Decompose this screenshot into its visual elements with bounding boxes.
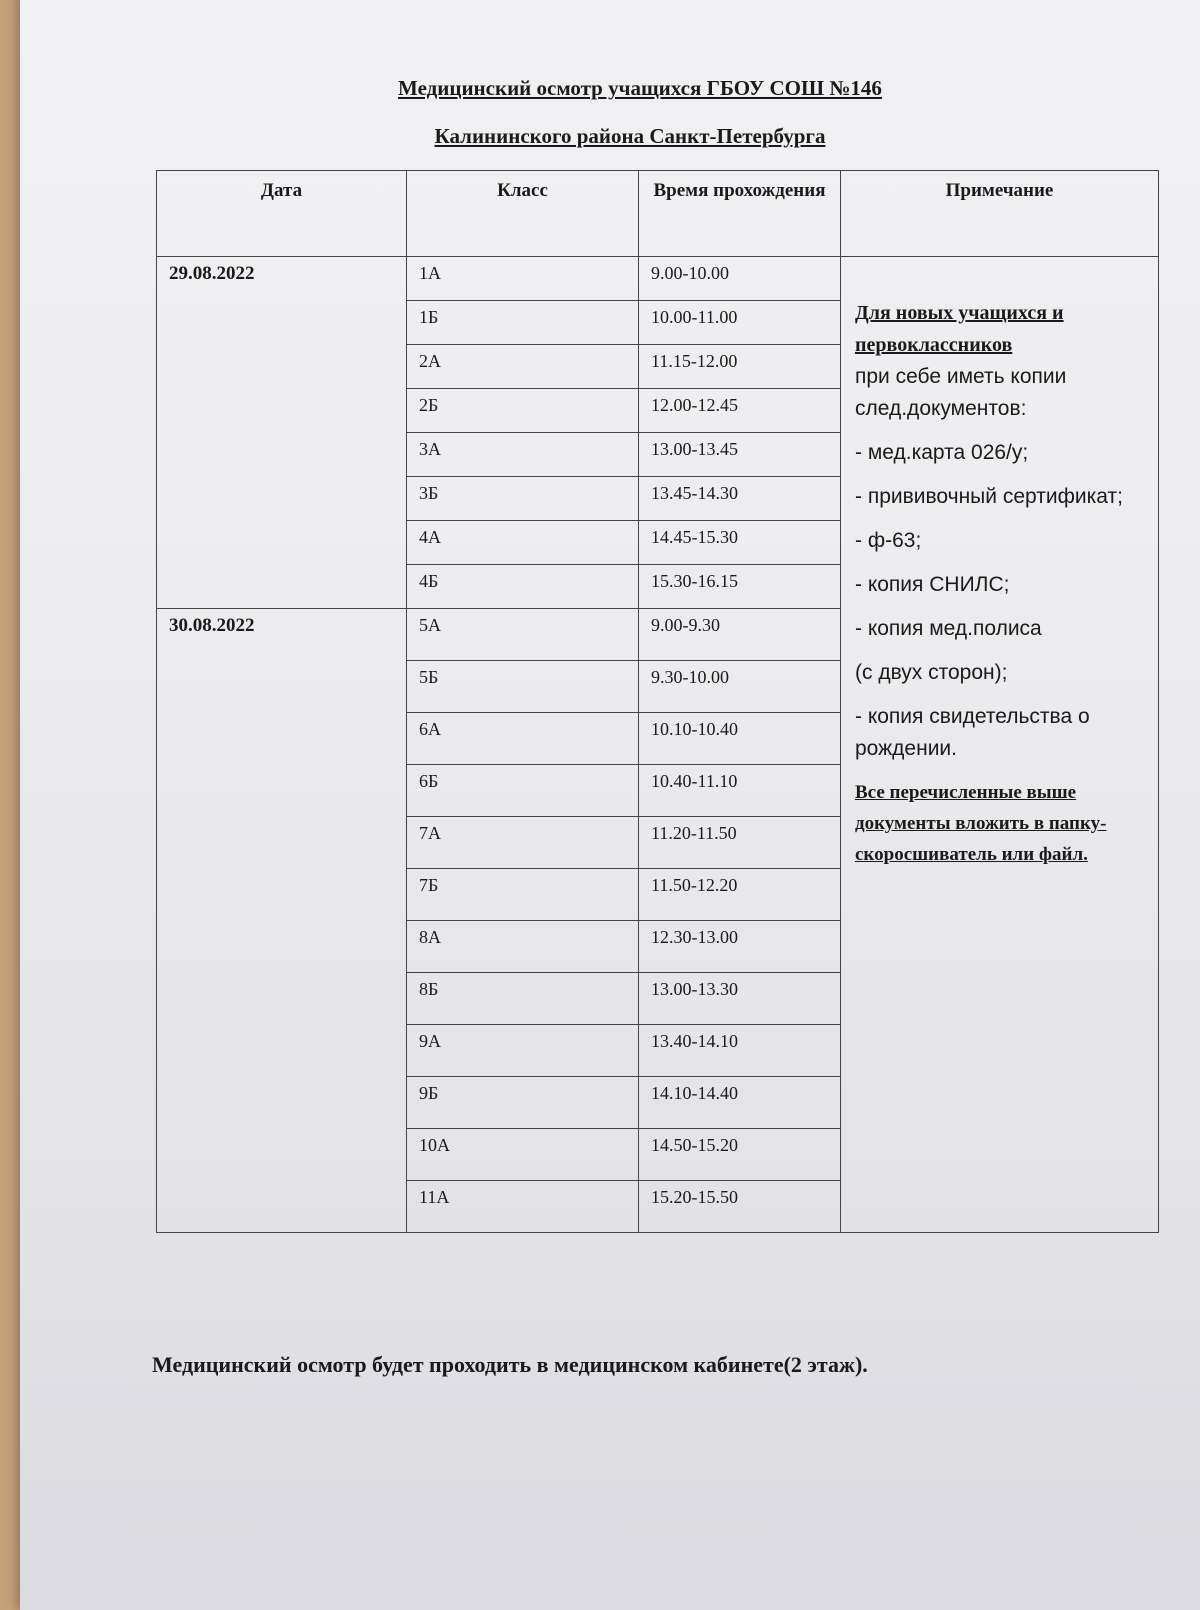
class-cell: 3Б (407, 477, 639, 521)
time-cell: 14.45-15.30 (639, 521, 841, 565)
time-cell: 9.00-9.30 (639, 609, 841, 661)
schedule-table (156, 170, 1159, 1233)
time-cell: 15.30-16.15 (639, 565, 841, 609)
time-cell: 11.20-11.50 (639, 817, 841, 869)
class-cell: 4А (407, 521, 639, 565)
header-time: Время прохождения (639, 171, 841, 257)
time-cell: 13.40-14.10 (639, 1025, 841, 1077)
class-cell: 8А (407, 921, 639, 973)
location-note: Медицинский осмотр будет проходить в медицинском кабинете(2 этаж). (152, 1352, 868, 1377)
note-item: (с двух сторон); (855, 661, 1008, 684)
time-cell: 13.00-13.45 (639, 433, 841, 477)
note-footer: Все перечисленные выше документы вложить в папку-скоросшиватель или файл. (855, 782, 1107, 865)
time-cell: 12.30-13.00 (639, 921, 841, 973)
note-item: - ф-63; (855, 529, 922, 552)
document-title: Медицинский осмотр учащихся ГБОУ СОШ №146 (398, 76, 882, 100)
time-cell: 10.00-11.00 (639, 301, 841, 345)
time-cell: 11.15-12.00 (639, 345, 841, 389)
note-item: - прививочный сертификат; (855, 485, 1123, 508)
class-cell: 5Б (407, 661, 639, 713)
class-cell: 7А (407, 817, 639, 869)
class-cell: 9А (407, 1025, 639, 1077)
time-cell: 12.00-12.45 (639, 389, 841, 433)
header-class: Класс (407, 171, 639, 257)
note-heading: Для новых учащихся и первоклассников (855, 302, 1064, 356)
document-subtitle: Калининского района Санкт-Петербурга (434, 124, 826, 148)
class-cell: 4Б (407, 565, 639, 609)
date-cell: 29.08.2022 (157, 257, 407, 609)
class-cell: 6Б (407, 765, 639, 817)
time-cell: 9.30-10.00 (639, 661, 841, 713)
class-cell: 2А (407, 345, 639, 389)
time-cell: 14.50-15.20 (639, 1129, 841, 1181)
class-cell: 5А (407, 609, 639, 661)
table-row (157, 257, 1159, 301)
header-date: Дата (157, 171, 407, 257)
class-cell: 1А (407, 257, 639, 301)
time-cell: 9.00-10.00 (639, 257, 841, 301)
class-cell: 6А (407, 713, 639, 765)
time-cell: 14.10-14.40 (639, 1077, 841, 1129)
note-cell (841, 257, 1159, 1233)
date-cell: 30.08.2022 (157, 609, 407, 1233)
time-cell: 13.00-13.30 (639, 973, 841, 1025)
time-cell: 10.40-11.10 (639, 765, 841, 817)
note-item: - мед.карта 026/у; (855, 441, 1029, 464)
time-cell: 13.45-14.30 (639, 477, 841, 521)
time-cell: 10.10-10.40 (639, 713, 841, 765)
class-cell: 2Б (407, 389, 639, 433)
class-cell: 11А (407, 1181, 639, 1233)
time-cell: 15.20-15.50 (639, 1181, 841, 1233)
note-item: - копия мед.полиса (855, 617, 1042, 640)
table-header-row (157, 171, 1159, 257)
class-cell: 7Б (407, 869, 639, 921)
class-cell: 3А (407, 433, 639, 477)
note-intro: при себе иметь копии след.документов: (855, 365, 1067, 420)
header-note: Примечание (841, 171, 1159, 257)
class-cell: 8Б (407, 973, 639, 1025)
class-cell: 10А (407, 1129, 639, 1181)
time-cell: 11.50-12.20 (639, 869, 841, 921)
class-cell: 9Б (407, 1077, 639, 1129)
note-item: - копия свидетельства о рождении. (855, 705, 1090, 760)
note-item: - копия СНИЛС; (855, 573, 1010, 596)
class-cell: 1Б (407, 301, 639, 345)
